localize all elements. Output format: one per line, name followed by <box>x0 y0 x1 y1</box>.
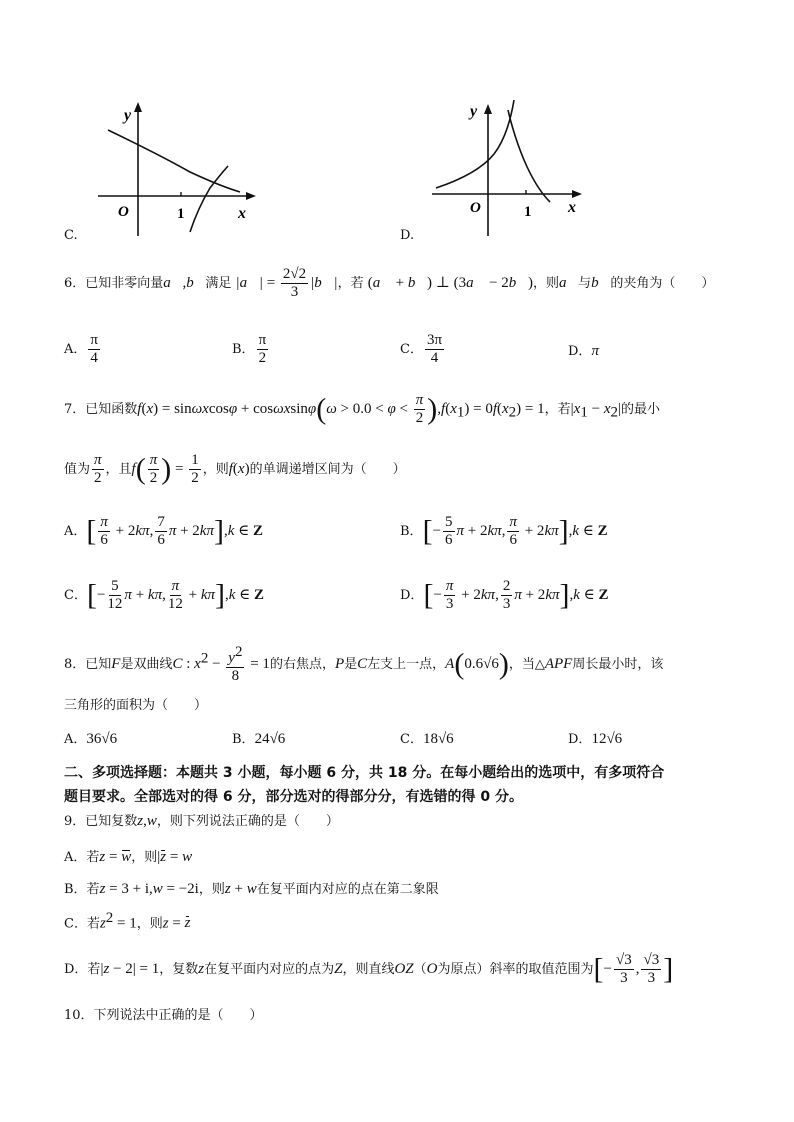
graph-c-y-label: y <box>124 107 132 124</box>
graph-d-tick: 1 <box>524 204 532 220</box>
graph-c-x-label: x <box>238 205 246 222</box>
q8-stem-line2: 三角形的面积为（ ） <box>64 698 208 713</box>
graph-c-label: C. <box>64 228 78 243</box>
q6-option-d[interactable]: D．π <box>568 343 599 359</box>
q7-option-b[interactable]: B．[− $\frac{5}{6}$ π + 2kπ, $\frac{\pi}{6}$ + 2kπ],k ∈ Z <box>400 514 608 548</box>
q6-option-c[interactable]: C． $\frac{3\pi}{4}$ <box>400 332 443 366</box>
q7-option-a[interactable]: A．[ $\frac{\pi}{6}$ + 2kπ, $\frac{7}{6}$ π + 2kπ],k ∈ Z <box>64 514 264 548</box>
graph-c <box>90 100 260 240</box>
graph-d-y-label: y <box>470 103 478 120</box>
graph-c-tick: 1 <box>177 206 185 222</box>
q6-option-b[interactable]: B． $\frac{\pi}{2}$ <box>232 332 267 366</box>
q8-option-c[interactable]: C．18√6 <box>400 731 454 747</box>
q8-option-b[interactable]: B．24√6 <box>232 731 286 747</box>
q8-option-a[interactable]: A．36√6 <box>64 731 118 747</box>
q9-option-a[interactable]: A．若z = w，则|z = w <box>64 849 193 865</box>
q6-option-a[interactable]: A． $\frac{\pi}{4}$ <box>64 332 98 366</box>
q9-option-c[interactable]: C．若$z^2 = 1$，则z = z <box>64 910 191 932</box>
q7-stem-line2: 值为 $\frac{\pi}{2}$ ，且f( $\frac{\pi}{2}$ ) = $\frac{1}{2}$ ，则f(x)的单调递增区间为（ ） <box>64 452 406 486</box>
q7-option-d[interactable]: D．[− $\frac{\pi}{3}$ + 2kπ, $\frac{2}{3}$ π + 2kπ],k ∈ Z <box>400 578 609 612</box>
q7-stem-line1: 7．已知函数f(x) = sinωxcosφ + cosωxsinφ(ω > 0.0 < φ < $\frac{\pi}{2}$ )$,f(x_1) = 0f(x_2) = 1$，若$|x_1 - x_2|$的最小 <box>64 392 661 426</box>
q6-stem: 6．已知非零向量a⃗,b⃗满足 |a⃗| = $\frac{2√2}{3}$ |b⃗|，若 (a⃗ + b⃗) ⊥ (3a⃗ − 2b⃗)，则a⃗与b⃗的夹角为（ ） <box>64 266 715 300</box>
q9-stem: 9．已知复数z,w，则下列说法正确的是（ ） <box>64 813 339 829</box>
graph-d-x-label: x <box>568 199 576 216</box>
q9-option-b[interactable]: B．若z = 3 + i,w = −2i，则z + w在复平面内对应的点在第二象限 <box>64 881 439 897</box>
graph-d <box>428 96 598 240</box>
q10-stem: 10．下列说法中正确的是（ ） <box>64 1008 263 1023</box>
q8-option-d[interactable]: D．12√6 <box>568 731 623 747</box>
graph-c-origin: O <box>118 204 129 220</box>
graph-d-origin: O <box>470 200 481 216</box>
q8-stem-line1: 8．已知F是双曲线C : $x^2$ − $\frac{y^2}{8}$ = 1的右焦点，P是C左支上一点，A(0.6√6)，当△APF周长最小时，该 <box>64 644 664 684</box>
q7-option-c[interactable]: C．[− $\frac{5}{12}$ π + kπ, $\frac{\pi}{12}$ + kπ],k ∈ Z <box>64 578 265 612</box>
q9-option-d[interactable]: D．若|z − 2| = 1，复数z在复平面内对应的点为Z，则直线OZ（O为原点）斜率的取值范围为[− $\frac{√3}{3}$ , $\frac{√3}{3}$ ] <box>64 952 674 986</box>
section2-heading-line1: 二、多项选择题：本题共 3 小题，每小题 6 分，共 18 分。在每小题给出的选项中，有多项符合 <box>64 765 665 781</box>
graph-d-label: D. <box>400 228 415 243</box>
section2-heading-line2: 题目要求。全部选对的得 6 分，部分选对的得部分分，有选错的得 0 分。 <box>64 789 523 805</box>
